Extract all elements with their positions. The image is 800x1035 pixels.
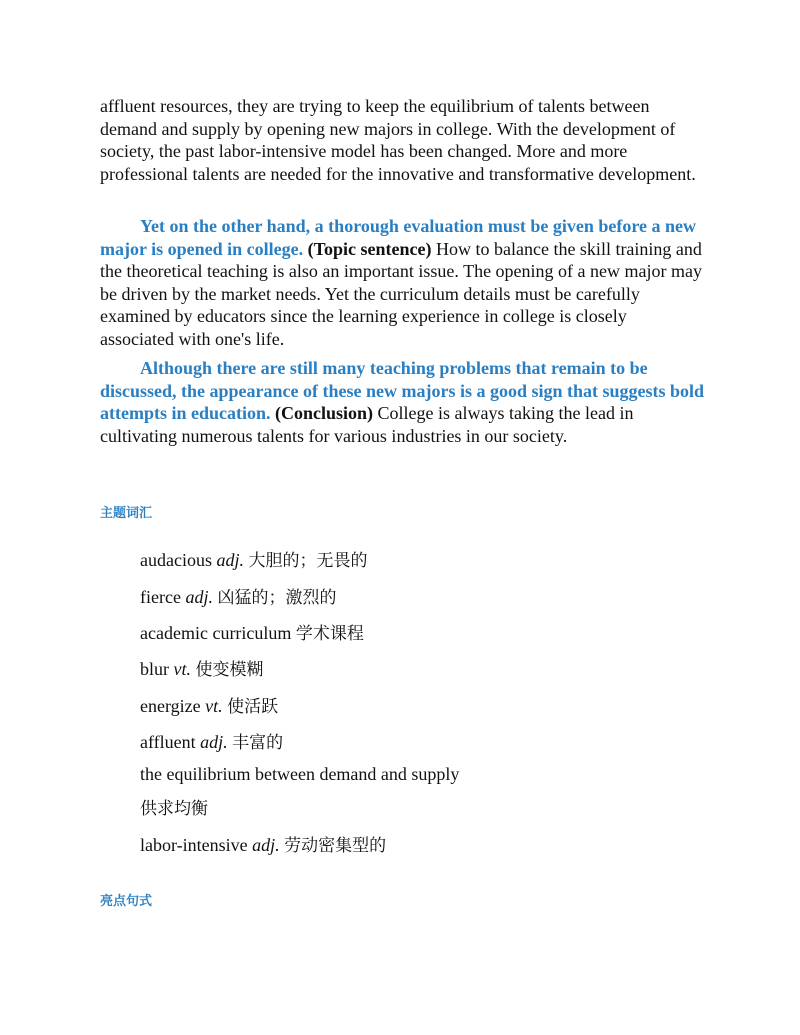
paragraph-body-1: affluent resources, they are trying to keep the equilibrium of talents between demand and supply by opening new majors in college. With the development of society, the past labor-intensive model has been changed. More and more professional talents are needed for the innovative and transformative development. [100,96,696,184]
vocabulary-heading: 主题词汇 [100,506,153,521]
paragraph-conclusion [100,357,705,447]
vocab-word: energize [140,696,201,716]
vocab-word: fierce [140,587,181,607]
sentences-heading: 亮点句式 [100,894,153,909]
vocab-word: audacious [140,550,212,570]
vocab-word: affluent [140,732,196,752]
vocab-word: the equilibrium between demand and supply [140,764,460,784]
conclusion-paragraph-text: College is always taking the lead in cultivating numerous talents for various industries in our society. [100,403,634,446]
vocab-pos: adj. [216,550,244,570]
conclusion-highlight: Although there are still many teaching problems that remain to be discussed, the appearance of these new majors is a good sign that suggests bold attempts in education. [100,358,705,423]
paragraph-topic [100,215,705,350]
vocab-meaning: 大胆的；无畏的 [248,551,368,571]
vocab-meaning: 劳动密集型的 [284,836,387,856]
vocab-word: blur [140,659,169,679]
topic-sentence-highlight: Yet on the other hand, a thorough evaluation must be given before a new major is opened in college. [100,216,697,259]
vocab-item [140,763,459,785]
vocab-meaning: 学术课程 [295,624,364,644]
vocab-item [140,731,283,754]
vocab-item [140,549,368,572]
vocab-meaning: 凶猛的；激烈的 [217,588,337,608]
vocab-item [140,834,386,857]
conclusion-tag: (Conclusion) [275,403,374,423]
vocab-pos: adj. [200,732,228,752]
vocab-meaning: 供求均衡 [140,799,208,819]
vocab-meaning: 使活跃 [227,697,279,717]
vocab-meaning: 丰富的 [232,733,284,753]
vocab-item [140,586,336,609]
vocab-item [140,695,278,718]
vocab-pos: vt. [205,696,223,716]
vocab-word: academic curriculum [140,623,292,643]
vocab-item [140,658,264,681]
vocab-item [140,622,364,645]
vocab-pos: vt. [173,659,191,679]
vocab-word: labor-intensive [140,835,248,855]
vocab-pos: adj. [252,835,280,855]
vocab-pos: adj. [185,587,213,607]
topic-sentence-tag: (Topic sentence) [307,238,432,259]
vocab-meaning: 使变模糊 [195,660,264,680]
topic-paragraph-text: How to balance the skill training and the theoretical teaching is also an important issue. The opening of a new major may be driven by the market needs. Yet the curriculum details must be carefully examined by educators since the learning experience in college is closely associated with one's life. [100,238,702,349]
vocab-item-meaning-line [140,797,208,820]
